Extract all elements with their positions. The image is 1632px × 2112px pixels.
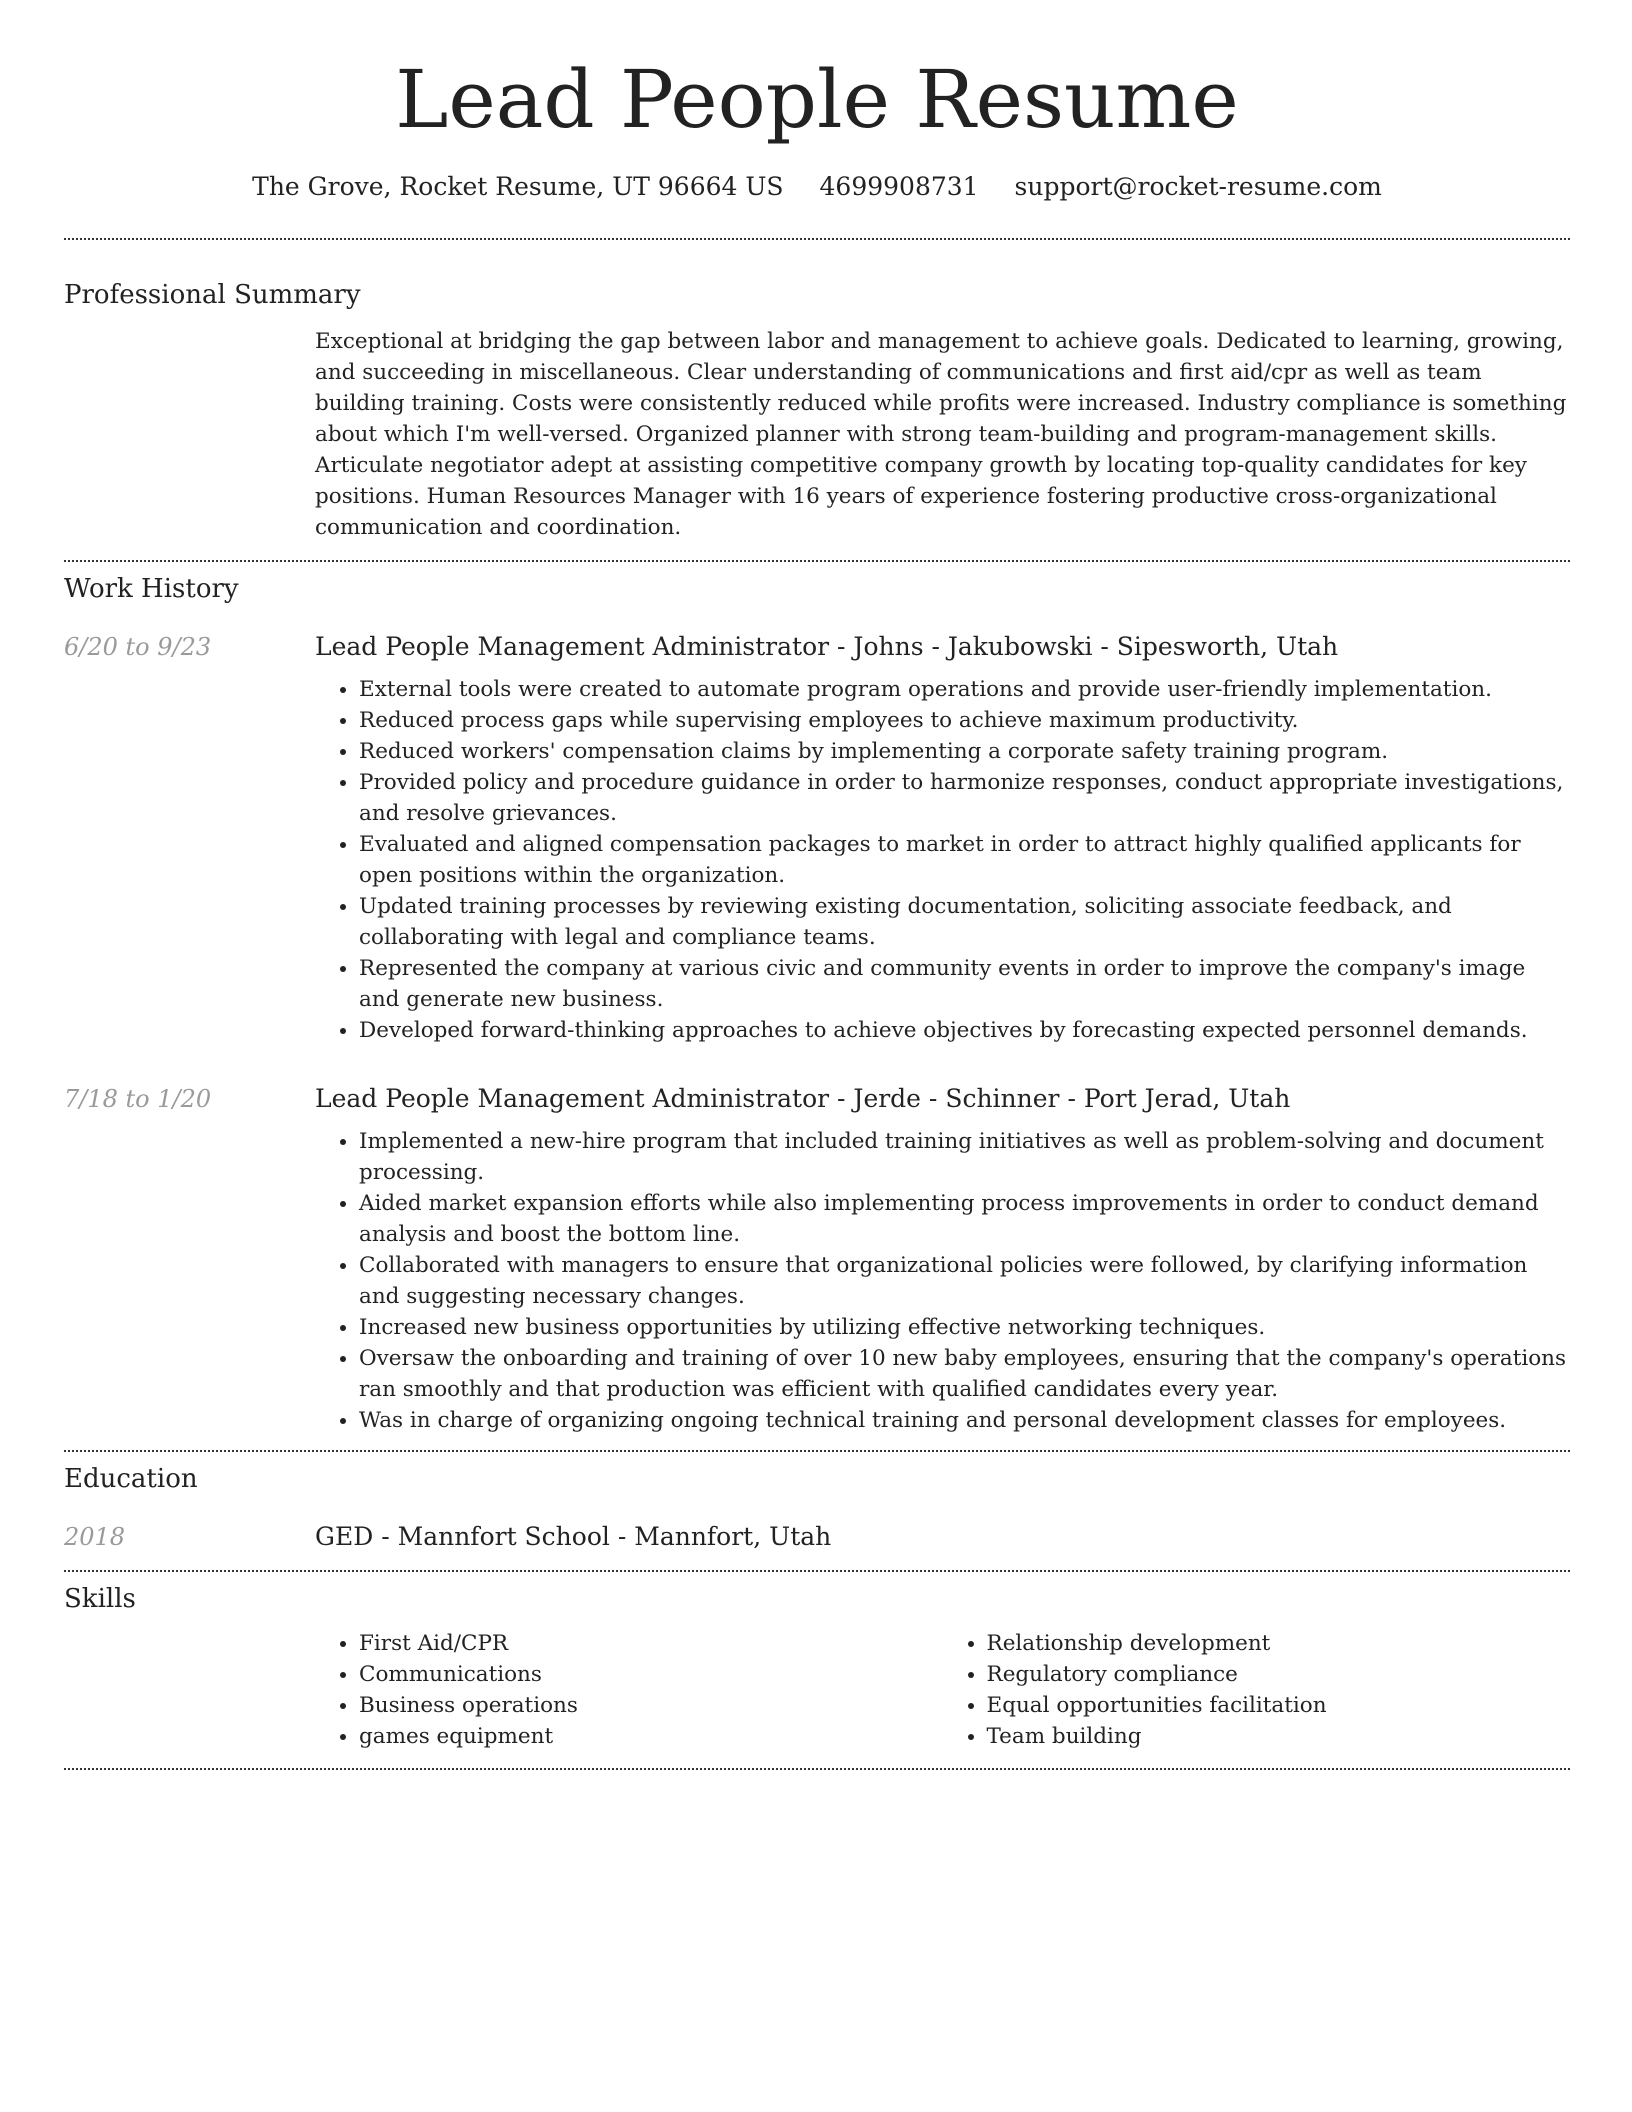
skills-column-left <box>315 1628 943 1752</box>
job-bullet: • Updated training processes by reviewing existing documentation, soliciting associate feedback, and collaborating with legal and compliance teams. <box>359 891 1570 953</box>
contact-email: support@rocket-resume.com <box>1014 172 1382 201</box>
job-bullet: • Reduced workers' compensation claims by implementing a corporate safety training program. <box>359 736 1570 767</box>
job-bullet: • Implemented a new-hire program that included training initiatives as well as problem-solving and document processing. <box>359 1126 1570 1188</box>
skill-item: • Equal opportunities facilitation <box>987 1690 1571 1721</box>
section-title-skills: Skills <box>64 1584 136 1614</box>
job-heading: Lead People Management Administrator - Johns - Jakubowski - Sipesworth, Utah <box>315 632 1339 661</box>
education-details <box>315 1520 1570 1554</box>
job-details <box>315 1082 1570 1436</box>
job-bullets <box>315 674 1570 1046</box>
education-heading: GED - Mannfort School - Mannfort, Utah <box>315 1522 832 1551</box>
job-bullets <box>315 1126 1570 1436</box>
job-bullet: • Oversaw the onboarding and training of over 10 new baby employees, ensuring that the company's operations ran smoothly and that production was efficient with qualified candidates every year. <box>359 1343 1570 1405</box>
skill-item: • Relationship development <box>987 1628 1571 1659</box>
divider <box>64 238 1570 240</box>
job-bullet: • Evaluated and aligned compensation packages to market in order to attract highly qualified applicants for open positions within the organization. <box>359 829 1570 891</box>
job-bullet: • Developed forward-thinking approaches to achieve objectives by forecasting expected personnel demands. <box>359 1015 1570 1046</box>
contact-address: The Grove, Rocket Resume, UT 96664 US <box>252 172 784 201</box>
job-bullet: • External tools were created to automate program operations and provide user-friendly implementation. <box>359 674 1570 705</box>
job-bullet: • Was in charge of organizing ongoing technical training and personal development classes for employees. <box>359 1405 1570 1436</box>
resume-page <box>64 0 1570 1770</box>
job-details <box>315 630 1570 1046</box>
contact-line <box>64 170 1570 204</box>
summary-text: Exceptional at bridging the gap between labor and management to achieve goals. Dedicated to learning, growing, and succeeding in miscellaneous. Clear understanding of communications and first aid/cpr as well as team building training. Costs were consistently reduced while profits were increased. Industry compliance is something about which I'm well-versed. Organized planner with strong team-building and program-management skills. Articulate negotiator adept at assisting competitive company growth by locating top-quality candidates for key positions. Human Resources Manager with 16 years of experience fostering productive cross-organizational communication and coordination. <box>315 329 1567 540</box>
job-bullet: • Reduced process gaps while supervising employees to achieve maximum productivity. <box>359 705 1570 736</box>
section-title-work: Work History <box>64 574 239 604</box>
divider <box>64 560 1570 562</box>
education-entry <box>64 1520 1570 1554</box>
skill-item: • games equipment <box>359 1721 943 1752</box>
job-bullet: • Aided market expansion efforts while also implementing process improvements in order to conduct demand analysis and boost the bottom line. <box>359 1188 1570 1250</box>
job-entry <box>64 1082 1570 1436</box>
skill-item: • First Aid/CPR <box>359 1628 943 1659</box>
divider <box>64 1768 1570 1770</box>
job-dates: 7/18 to 1/20 <box>64 1085 212 1113</box>
job-bullet: • Collaborated with managers to ensure that organizational policies were followed, by clarifying information and suggesting necessary changes. <box>359 1250 1570 1312</box>
job-bullet: • Provided policy and procedure guidance in order to harmonize responses, conduct appropriate investigations, and resolve grievances. <box>359 767 1570 829</box>
job-bullet: • Represented the company at various civic and community events in order to improve the company's image and generate new business. <box>359 953 1570 1015</box>
job-heading: Lead People Management Administrator - Jerde - Schinner - Port Jerad, Utah <box>315 1084 1291 1113</box>
job-bullet: • Increased new business opportunities by utilizing effective networking techniques. <box>359 1312 1570 1343</box>
skill-item: • Business operations <box>359 1690 943 1721</box>
divider <box>64 1450 1570 1452</box>
skill-item: • Communications <box>359 1659 943 1690</box>
work-history-section <box>64 572 1570 1436</box>
job-entry <box>64 630 1570 1046</box>
resume-name: Lead People Resume <box>395 53 1239 146</box>
contact-phone: 4699908731 <box>819 172 979 201</box>
skill-item: • Team building <box>987 1721 1571 1752</box>
divider <box>64 1570 1570 1572</box>
skill-item: • Regulatory compliance <box>987 1659 1571 1690</box>
skills-list <box>315 1628 1570 1752</box>
section-title-education: Education <box>64 1464 198 1494</box>
skills-section <box>64 1582 1570 1752</box>
section-title-summary: Professional Summary <box>64 280 361 310</box>
education-section <box>64 1462 1570 1554</box>
job-dates: 6/20 to 9/23 <box>64 633 212 661</box>
skills-column-right <box>943 1628 1571 1752</box>
education-year: 2018 <box>64 1523 126 1551</box>
summary-section <box>64 278 1570 543</box>
